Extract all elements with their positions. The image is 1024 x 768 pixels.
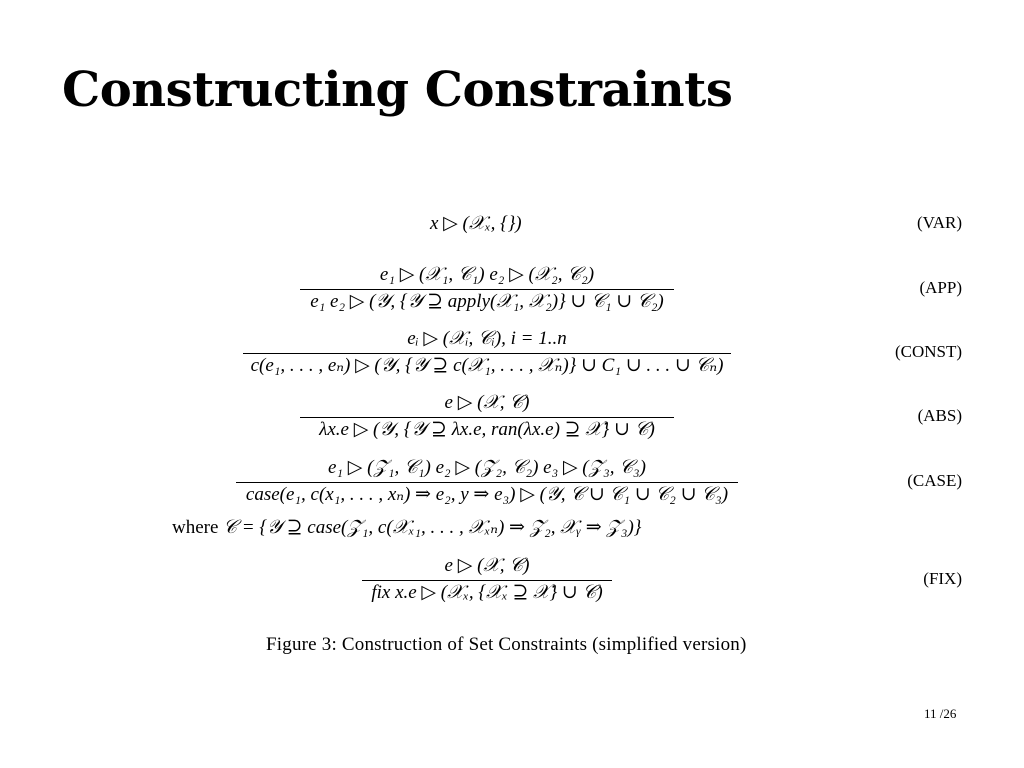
app-rule-tag: (APP) bbox=[919, 278, 962, 297]
app-rule-conclusion: e₁ e₂ ▷ (𝒴, {𝒴 ⊇ apply(𝒳₁, 𝒳₂)} ∪ 𝒞₁ ∪ 𝒞₂) bbox=[310, 291, 664, 312]
where-keyword: where bbox=[172, 517, 224, 538]
const-rule-conclusion: c(e₁, . . . , eₙ) ▷ (𝒴, {𝒴 ⊇ c(𝒳₁, . . . , 𝒳ₙ)} ∪ C₁ ∪ . . . ∪ 𝒞ₙ) bbox=[250, 355, 724, 376]
case-rule-conclusion: case(e₁, c(x₁, . . . , xₙ) ⇒ e₂, y ⇒ e₃) ▷ (𝒴, 𝒞 ∪ 𝒞₁ ∪ 𝒞₂ ∪ 𝒞₃) bbox=[245, 484, 729, 505]
const-rule-premise: eᵢ ▷ (𝒳ᵢ, 𝒞ᵢ), i = 1..n bbox=[407, 328, 567, 349]
abs-rule-tag: (ABS) bbox=[917, 406, 962, 425]
figure-caption: Figure 3: Construction of Set Constraints (simplified version) bbox=[266, 634, 747, 655]
abs-rule-premise: e ▷ (𝒳, 𝒞) bbox=[444, 392, 530, 413]
fix-rule-premise: e ▷ (𝒳, 𝒞) bbox=[444, 555, 530, 576]
where-formula: 𝒞 = {𝒴 ⊇ case(𝒵₁, c(𝒳ₓ₁, . . . , 𝒳ₓₙ) ⇒ 𝒵₂, 𝒳ᵧ ⇒ 𝒵₃)} bbox=[223, 517, 642, 538]
case-rule-tag: (CASE) bbox=[907, 471, 962, 490]
page-number: 11 /26 bbox=[924, 706, 957, 721]
fix-rule-conclusion: fix x.e ▷ (𝒳ₓ, {𝒳ₓ ⊇ 𝒳} ∪ 𝒞) bbox=[371, 582, 603, 603]
var-rule-tag: (VAR) bbox=[916, 213, 962, 232]
slide-title: Constructing Constraints bbox=[62, 62, 733, 118]
fix-rule-tag: (FIX) bbox=[923, 569, 962, 588]
var-rule-conclusion: x ▷ (𝒳ₓ, {}) bbox=[430, 213, 522, 234]
case-rule-premise: e₁ ▷ (𝒵₁, 𝒞₁) e₂ ▷ (𝒵₂, 𝒞₂) e₃ ▷ (𝒵₃, 𝒞₃) bbox=[328, 457, 646, 478]
case-where-clause bbox=[172, 516, 641, 539]
abs-rule-conclusion: λx.e ▷ (𝒴, {𝒴 ⊇ λx.e, ran(λx.e) ⊇ 𝒳} ∪ 𝒞) bbox=[319, 419, 655, 440]
const-rule-tag: (CONST) bbox=[894, 342, 962, 361]
app-rule-premise: e₁ ▷ (𝒳₁, 𝒞₁) e₂ ▷ (𝒳₂, 𝒞₂) bbox=[379, 264, 595, 285]
